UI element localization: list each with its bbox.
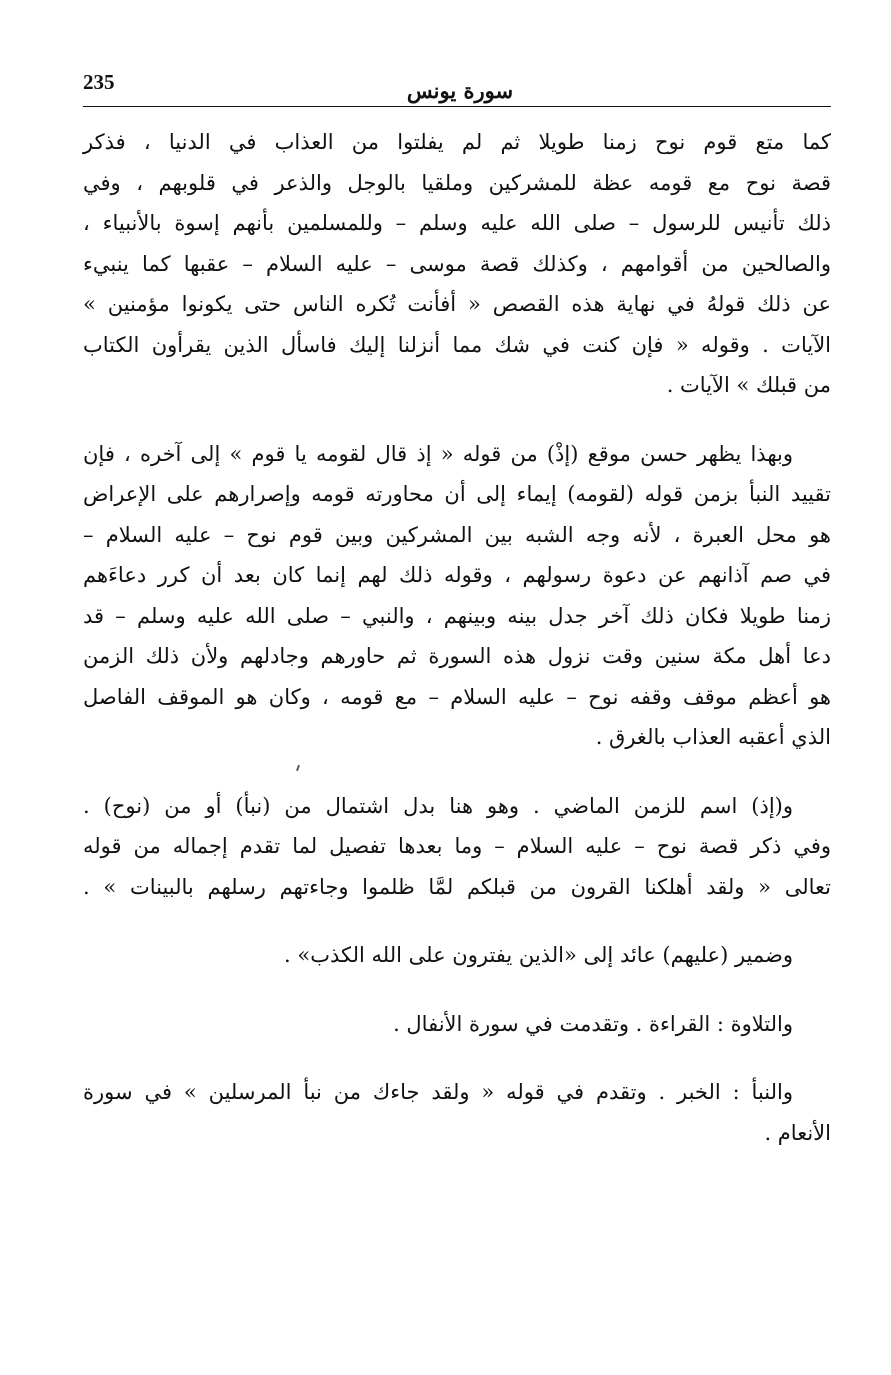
text-line: تعالى « ولقد أهلكنا القرون من قبلكم لمَّا ظلموا وجاءتهم رسلهم بالبينات » .: [83, 874, 831, 899]
paragraph-5: [83, 1004, 831, 1045]
text-line: الأنعام .: [764, 1120, 831, 1145]
text-line: هو أعظم موقف وقفه نوح – عليه السلام – مع قومه ، وكان هو الموقف الفاصل: [83, 684, 831, 709]
paragraph-2: [83, 434, 831, 758]
text-line: في صم آذانهم عن دعوة رسولهم ، وقوله ذلك لهم إنما كان بعد أن كرر دعاءَهم: [83, 563, 831, 587]
text-line: قصة نوح مع قومه عظة للمشركين وملقيا بالوجل والذعر في قلوبهم ، وفي: [83, 170, 831, 195]
text-line: زمنا طويلا فكان ذلك آخر جدل بينه وبينهم ، والنبي – صلى الله عليه وسلم – قد: [83, 603, 831, 628]
paragraph-4: [83, 935, 831, 976]
body-text: [83, 122, 831, 1153]
text-line: هو محل العبرة ، لأنه وجه الشبه بين المشركين وبين قوم نوح – عليه السلام –: [83, 522, 831, 547]
text-line: والصالحين من أقوامهم ، وكذلك قصة موسى – عليه السلام – عقبها كما ينبيء: [83, 251, 831, 276]
text-line: الآيات . وقوله « فإن كنت في شك مما أنزلنا إليك فاسأل الذين يقرأون الكتاب: [83, 332, 831, 357]
text-line: الذي أعقبه العذاب بالغرق .: [595, 725, 831, 749]
text-line: تقييد النبأ بزمن قوله (لقومه) إيماء إلى أن محاورته قومه وإصرارهم على الإعراض: [83, 482, 831, 506]
paragraph-1: [83, 122, 831, 406]
text-line: دعا أهل مكة سنين وقت نزول هذه السورة ثم حاورهم وجادلهم ولأن ذلك الزمن: [83, 644, 831, 668]
text-line: ذلك تأنيس للرسول – صلى الله عليه وسلم – وللمسلمين بأنهم إسوة بالأنبياء ،: [83, 211, 831, 235]
text-line: وبهذا يظهر حسن موقع (إذْ) من قوله « إذ قال لقومه يا قوم » إلى آخره ، فإن: [83, 441, 793, 466]
text-line: وفي ذكر قصة نوح – عليه السلام – وما بعدها تفصيل لما تقدم إجماله من قوله: [83, 834, 831, 858]
text-line: كما متع قوم نوح زمنا طويلا ثم لم يفلتوا من العذاب في الدنيا ، فذكر: [83, 130, 831, 154]
text-line: عن ذلك قولهُ في نهاية هذه القصص « أفأنت تُكره الناس حتى يكونوا مؤمنين »: [83, 292, 831, 316]
header-rule: [83, 106, 831, 107]
paragraph-3: [83, 786, 831, 908]
text-line: والنبأ : الخبر . وتقدم في قوله « ولقد جاءك من نبأ المرسلين » في سورة: [83, 1080, 793, 1104]
text-line: وضمير (عليهم) عائد إلى «الذين يفترون على الله الكذب» .: [284, 943, 793, 967]
text-line: من قبلك » الآيات .: [666, 373, 831, 397]
running-title: سورة يونس: [406, 78, 514, 103]
text-line: والتلاوة : القراءة . وتقدمت في سورة الأنفال .: [393, 1011, 793, 1036]
paragraph-6: [83, 1072, 831, 1153]
page-number: 235: [83, 70, 115, 94]
text-line: و(إذ) اسم للزمن الماضي . وهو هنا بدل اشتمال من (نبأ) أو من (نوح) .: [83, 793, 793, 818]
